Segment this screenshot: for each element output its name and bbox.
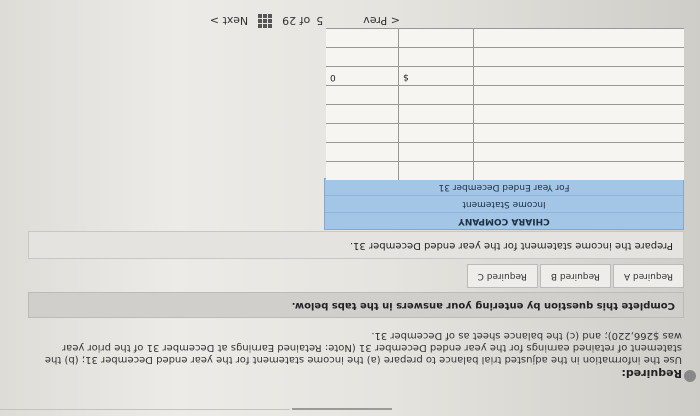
account-input[interactable] bbox=[473, 48, 684, 66]
total-input[interactable] bbox=[326, 162, 398, 180]
tab-required-c[interactable]: Required C bbox=[467, 264, 538, 288]
total-input[interactable] bbox=[326, 105, 398, 123]
next-button[interactable]: Next > bbox=[209, 14, 249, 28]
statement-period: For Year Ended December 31 bbox=[438, 182, 570, 192]
table-row bbox=[326, 66, 684, 85]
grid-icon[interactable] bbox=[258, 14, 272, 28]
question-navigation bbox=[210, 14, 400, 28]
tab-required-b[interactable]: Required B bbox=[540, 264, 611, 288]
table-row bbox=[326, 142, 684, 161]
prompt-box bbox=[28, 231, 684, 259]
account-input[interactable] bbox=[473, 86, 684, 104]
top-divider bbox=[292, 408, 392, 410]
total-input[interactable] bbox=[326, 67, 398, 85]
current-question-number: 5 bbox=[316, 14, 324, 28]
account-input[interactable] bbox=[473, 143, 684, 161]
zero-value: 0 bbox=[330, 72, 336, 82]
account-input[interactable] bbox=[473, 162, 684, 180]
statement-header bbox=[324, 178, 684, 230]
table-row bbox=[326, 104, 684, 123]
total-input[interactable] bbox=[326, 29, 398, 47]
required-text: Use the information in the adjusted trial balance to prepare (a) the income statement for the year ended December 31; (b) the statement of retained earnings for the year ended December 31 (Note: Retained Earnings at December 31 of the prior year was $266,220); and (c) the balance sheet as of December 31. bbox=[44, 330, 682, 365]
company-name: CHIARA COMPANY bbox=[325, 212, 683, 229]
dollar-sign: $ bbox=[403, 72, 409, 82]
amount-input[interactable] bbox=[398, 162, 473, 180]
table-row bbox=[326, 123, 684, 142]
total-input[interactable] bbox=[326, 124, 398, 142]
tab-bar bbox=[465, 264, 684, 288]
table-row bbox=[326, 47, 684, 66]
amount-input[interactable] bbox=[398, 105, 473, 123]
account-input[interactable] bbox=[473, 105, 684, 123]
income-statement-grid bbox=[326, 28, 684, 180]
instruction-box bbox=[28, 292, 684, 318]
question-total: of 29 bbox=[282, 14, 311, 28]
statement-title: Income Statement bbox=[325, 195, 683, 212]
amount-input[interactable] bbox=[398, 86, 473, 104]
total-input[interactable] bbox=[326, 86, 398, 104]
instruction-text: Complete this question by entering your answers in the tabs below. bbox=[291, 300, 675, 311]
required-heading: Required: bbox=[621, 367, 682, 380]
amount-input[interactable] bbox=[398, 29, 473, 47]
account-input[interactable] bbox=[473, 29, 684, 47]
total-input[interactable] bbox=[326, 48, 398, 66]
tab-required-a[interactable]: Required A bbox=[613, 264, 684, 288]
prompt-text: Prepare the income statement for the year ended December 31. bbox=[349, 240, 673, 251]
amount-input[interactable] bbox=[398, 67, 473, 85]
account-input[interactable] bbox=[473, 124, 684, 142]
total-input[interactable] bbox=[326, 143, 398, 161]
amount-input[interactable] bbox=[398, 124, 473, 142]
table-row bbox=[326, 85, 684, 104]
question-bullet-icon bbox=[684, 370, 696, 382]
table-row bbox=[326, 161, 684, 180]
table-row bbox=[326, 28, 684, 47]
prev-button[interactable]: < Prev bbox=[363, 14, 400, 28]
account-input[interactable] bbox=[473, 67, 684, 85]
amount-input[interactable] bbox=[398, 48, 473, 66]
top-divider-light bbox=[0, 409, 290, 410]
amount-input[interactable] bbox=[398, 143, 473, 161]
